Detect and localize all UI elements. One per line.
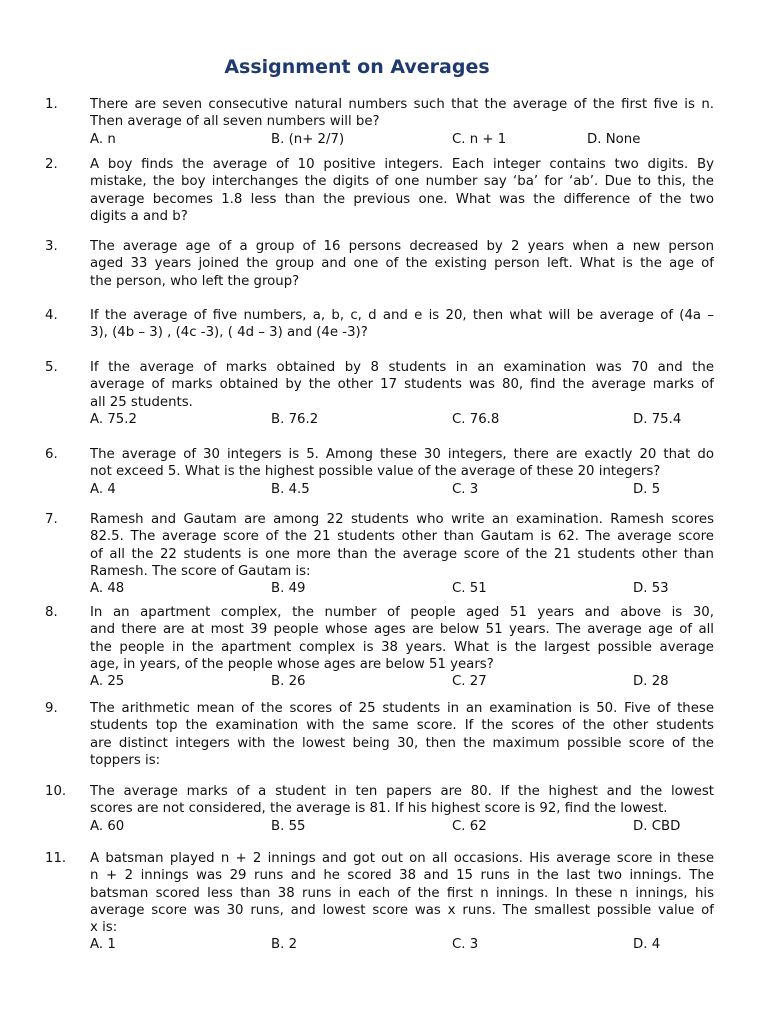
answer-options	[90, 818, 714, 835]
answer-option: A. 48	[90, 581, 125, 597]
question-line: average score was 30 runs, and lowest score was x runs. The smallest possible value of	[90, 902, 714, 918]
question-line: If the average of marks obtained by 8 students in an examination was 70 and the	[90, 360, 714, 375]
question-line: age, in years, of the people whose ages are below 51 years?	[90, 656, 494, 672]
question-line: aged 33 years joined the group and one of the existing person left. What is the age of	[90, 256, 714, 272]
question-line: the person, who left the group?	[90, 273, 300, 289]
question-line: A batsman played n + 2 innings and got out on all occasions. His average score in these	[90, 851, 714, 866]
question-line: Ramesh and Gautam are among 22 students who write an examination. Ramesh scores	[90, 512, 714, 527]
answer-option: C. 51	[452, 581, 487, 597]
answer-option: A. 25	[90, 674, 125, 690]
question-text	[90, 446, 714, 481]
question-text	[90, 156, 714, 225]
answer-option: B. 2	[271, 937, 298, 953]
question-number: 5.	[45, 360, 58, 375]
question-body	[90, 446, 714, 498]
question-body	[90, 359, 714, 428]
question-body	[90, 604, 714, 690]
question-number: 3.	[45, 239, 58, 254]
answer-option: C. 62	[452, 818, 487, 834]
question-line: In an apartment complex, the number of people aged 51 years and above is 30,	[90, 605, 714, 620]
question-number: 2.	[45, 157, 58, 172]
answer-option: A. 4	[90, 481, 116, 497]
question-line: 82.5. The average score of the 21 students other than Gautam is 62. The average score	[90, 529, 714, 545]
question-text	[90, 700, 714, 769]
question-line: 3), (4b – 3) , (4c -3), ( 4d – 3) and (4e -3)?	[90, 325, 368, 341]
answer-option: D. None	[587, 131, 641, 147]
answer-options	[90, 673, 714, 690]
question-line: n + 2 innings was 29 runs and he scored 38 and 15 runs in the last two innings. The	[90, 868, 714, 884]
answer-option: D. 28	[633, 674, 669, 690]
answer-option: D. 75.4	[633, 411, 682, 427]
question-text	[90, 238, 714, 290]
answer-option: D. 4	[633, 937, 661, 953]
question-body	[90, 307, 714, 342]
question-body	[90, 783, 714, 835]
answer-option: C. 3	[452, 481, 479, 497]
question-body	[90, 700, 714, 769]
question-line: batsman scored less than 38 runs in each of the first n innings. In these n innings, his	[90, 885, 714, 901]
question-line: If the average of five numbers, a, b, c, d and e is 20, then what will be average of (4a –	[90, 308, 714, 323]
answer-options	[90, 481, 714, 498]
question-line: toppers is:	[90, 752, 161, 768]
answer-option: A. 1	[90, 937, 116, 953]
question-body	[90, 850, 714, 954]
answer-option: A. 60	[90, 818, 125, 834]
question-line: digits a and b?	[90, 208, 188, 224]
question-body	[90, 156, 714, 225]
question-number: 11.	[45, 851, 67, 866]
question-line: are distinct integers with the lowest being 30, then the maximum possible score of the	[90, 735, 714, 751]
answer-option: A. 75.2	[90, 411, 137, 427]
question-number: 4.	[45, 308, 58, 323]
answer-option: B. (n+ 2/7)	[271, 131, 345, 147]
question-text	[90, 783, 714, 818]
answer-options	[90, 580, 714, 597]
question-text	[90, 307, 714, 342]
question-number: 9.	[45, 701, 58, 716]
answer-option: D. 53	[633, 581, 669, 597]
answer-option: B. 4.5	[271, 481, 310, 497]
question-line: average becomes 1.8 less than the previous one. What was the difference of the two	[90, 191, 714, 207]
answer-options	[90, 411, 714, 428]
question-line: Then average of all seven numbers will be?	[90, 114, 380, 130]
answer-option: B. 26	[271, 674, 306, 690]
question-line: all 25 students.	[90, 394, 193, 410]
question-number: 7.	[45, 512, 58, 527]
answer-option: D. CBD	[633, 818, 681, 834]
answer-option: B. 76.2	[271, 411, 319, 427]
question-line: mistake, the boy interchanges the digits of one number say ‘ba’ for ‘ab’. Due to this, the	[90, 174, 714, 190]
answer-option: C. 76.8	[452, 411, 500, 427]
question-line: and there are at most 39 people whose ages are below 51 years. The average age of all	[90, 622, 714, 638]
question-line: x is:	[90, 920, 118, 936]
question-text	[90, 850, 714, 936]
question-line: The average marks of a student in ten papers are 80. If the highest and the lowest	[90, 784, 714, 799]
answer-option: D. 5	[633, 481, 661, 497]
question-body	[90, 238, 714, 290]
question-text	[90, 604, 714, 673]
answer-option: C. 3	[452, 937, 479, 953]
question-line: A boy finds the average of 10 positive integers. Each integer contains two digits. By	[90, 157, 714, 172]
question-line: The average of 30 integers is 5. Among these 30 integers, there are exactly 20 that do	[90, 447, 714, 462]
question-line: the people in the apartment complex is 38 years. What is the largest possible average	[90, 639, 714, 655]
question-body	[90, 96, 714, 148]
question-line: scores are not considered, the average is 81. If his highest score is 92, find the lowest.	[90, 801, 668, 817]
page-title: Assignment on Averages	[224, 56, 490, 78]
question-number: 10.	[45, 784, 67, 799]
answer-option: B. 49	[271, 581, 306, 597]
question-text	[90, 96, 714, 131]
question-number: 6.	[45, 447, 58, 462]
question-line: The arithmetic mean of the scores of 25 students in an examination is 50. Five of these	[90, 701, 714, 716]
answer-option: C. n + 1	[452, 131, 507, 147]
answer-option: C. 27	[452, 674, 487, 690]
answer-option: B. 55	[271, 818, 306, 834]
question-line: average of marks obtained by the other 17 students was 80, find the average marks of	[90, 377, 714, 393]
question-line: There are seven consecutive natural numbers such that the average of the first five is n.	[90, 97, 714, 112]
answer-option: A. n	[90, 131, 116, 147]
answer-options	[90, 936, 714, 953]
question-number: 8.	[45, 605, 58, 620]
question-number: 1.	[45, 97, 58, 112]
question-text	[90, 511, 714, 580]
question-line: Ramesh. The score of Gautam is:	[90, 563, 311, 579]
question-line: of all the 22 students is one more than the average score of the 21 students other than	[90, 546, 714, 562]
question-line: not exceed 5. What is the highest possible value of the average of these 20 integers?	[90, 464, 661, 480]
question-line: The average age of a group of 16 persons decreased by 2 years when a new person	[90, 239, 714, 254]
question-line: students top the examination with the same score. If the scores of the other students	[90, 718, 714, 734]
answer-options	[90, 131, 714, 148]
question-body	[90, 511, 714, 597]
question-text	[90, 359, 714, 411]
